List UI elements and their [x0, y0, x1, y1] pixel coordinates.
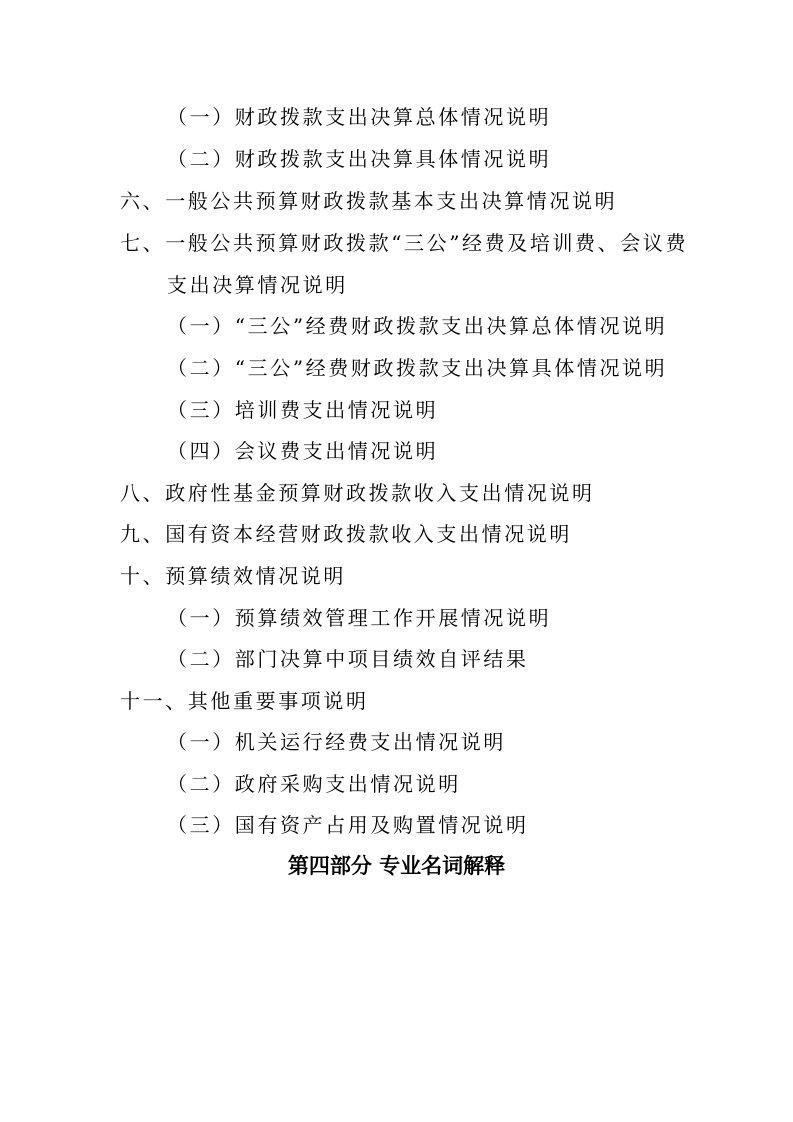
toc-item: 八、政府性基金预算财政拨款收入支出情况说明: [120, 481, 595, 505]
toc-item: （一）预算绩效管理工作开展情况说明: [167, 606, 552, 630]
toc-item: （二）“三公”经费财政拨款支出决算具体情况说明: [167, 356, 668, 380]
toc-item: （三）培训费支出情况说明: [167, 398, 439, 422]
toc-item: 七、一般公共预算财政拨款“三公”经费及培训费、会议费: [120, 231, 689, 255]
toc-item: （一）财政拨款支出决算总体情况说明: [167, 105, 552, 129]
toc-item: 十、预算绩效情况说明: [120, 564, 346, 588]
toc-item: （一）机关运行经费支出情况说明: [167, 730, 506, 754]
part4-heading: 第四部分 专业名词解释: [287, 854, 506, 878]
toc-item: （三）国有资产占用及购置情况说明: [167, 813, 529, 837]
toc-item: （一）“三公”经费财政拨款支出决算总体情况说明: [167, 314, 668, 338]
toc-item: （二）财政拨款支出决算具体情况说明: [167, 147, 552, 171]
toc-item-continuation: 支出决算情况说明: [167, 273, 348, 297]
toc-item: （二）政府采购支出情况说明: [167, 772, 461, 796]
toc-item: （四）会议费支出情况说明: [167, 439, 439, 463]
toc-item: 九、国有资本经营财政拨款收入支出情况说明: [120, 522, 572, 546]
toc-item: （二）部门决算中项目绩效自评结果: [167, 647, 529, 671]
toc-item: 六、一般公共预算财政拨款基本支出决算情况说明: [120, 189, 618, 213]
toc-item: 十一、其他重要事项说明: [120, 689, 369, 713]
